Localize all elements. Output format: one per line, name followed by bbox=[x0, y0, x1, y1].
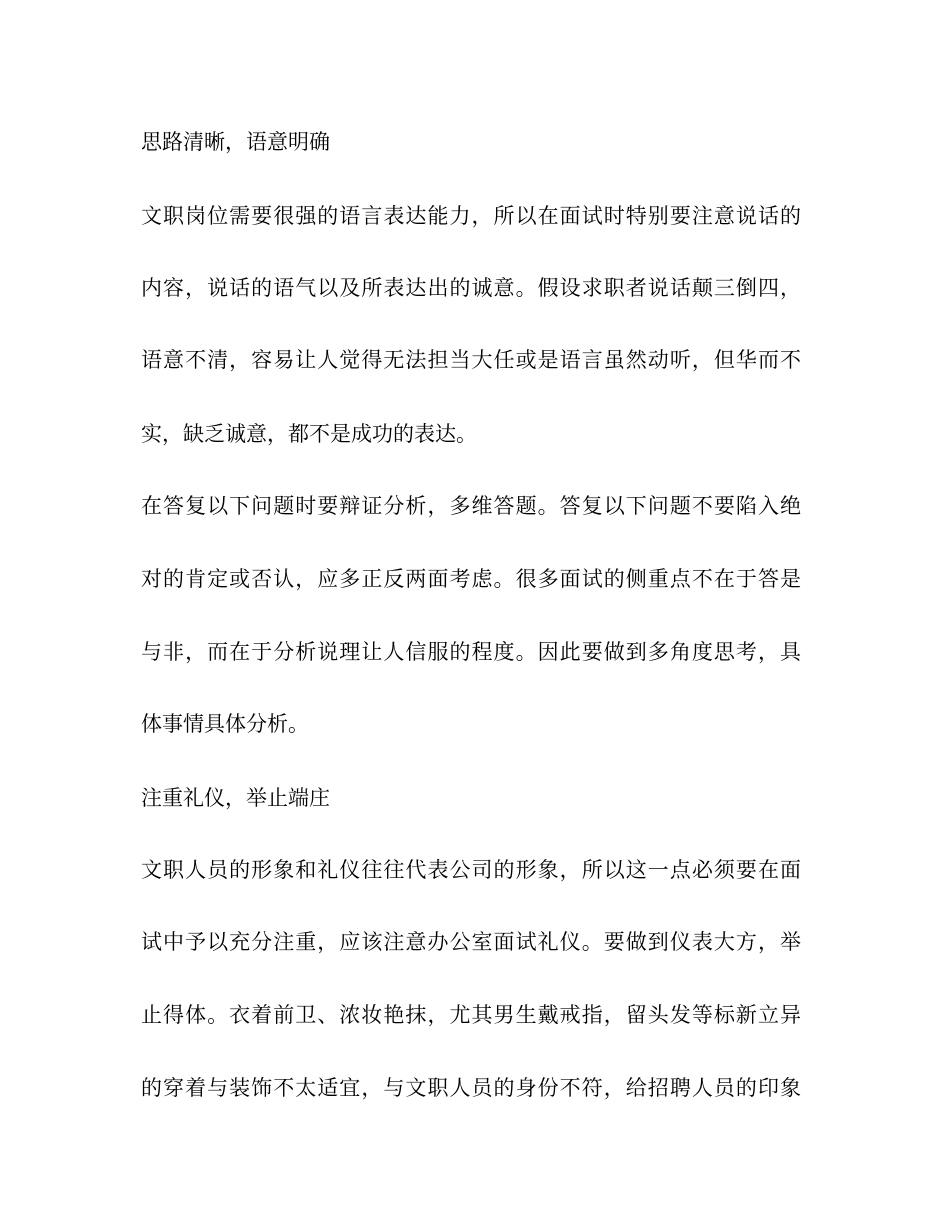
paragraph-line: 语意不清，容易让人觉得无法担当大任或是语言虽然动听，但华而不 bbox=[141, 348, 801, 372]
paragraph-line: 实，缺乏诚意，都不是成功的表达。 bbox=[141, 422, 477, 446]
section-heading: 注重礼仪，举止端庄 bbox=[141, 786, 330, 810]
paragraph-line: 对的肯定或否认，应多正反两面考虑。很多面试的侧重点不在于答是 bbox=[141, 567, 801, 591]
paragraph-line: 与非，而在于分析说理让人信服的程度。因此要做到多角度思考，具 bbox=[141, 640, 801, 664]
paragraph-line: 文职人员的形象和礼仪往往代表公司的形象，所以这一点必须要在面 bbox=[141, 858, 801, 882]
paragraph-line: 的穿着与装饰不太适宜，与文职人员的身份不符，给招聘人员的印象 bbox=[141, 1076, 801, 1100]
section-heading: 思路清晰，语意明确 bbox=[141, 130, 330, 154]
paragraph-line: 内容，说话的语气以及所表达出的诚意。假设求职者说话颠三倒四， bbox=[141, 276, 801, 300]
paragraph-line: 在答复以下问题时要辩证分析，多维答题。答复以下问题不要陷入绝 bbox=[141, 494, 801, 518]
paragraph-line: 体事情具体分析。 bbox=[141, 712, 309, 736]
paragraph-line: 文职岗位需要很强的语言表达能力，所以在面试时特别要注意说话的 bbox=[141, 204, 801, 228]
paragraph-line: 试中予以充分注重，应该注意办公室面试礼仪。要做到仪表大方，举 bbox=[141, 930, 801, 954]
paragraph-line: 止得体。衣着前卫、浓妆艳抹，尤其男生戴戒指，留头发等标新立异 bbox=[141, 1003, 801, 1027]
